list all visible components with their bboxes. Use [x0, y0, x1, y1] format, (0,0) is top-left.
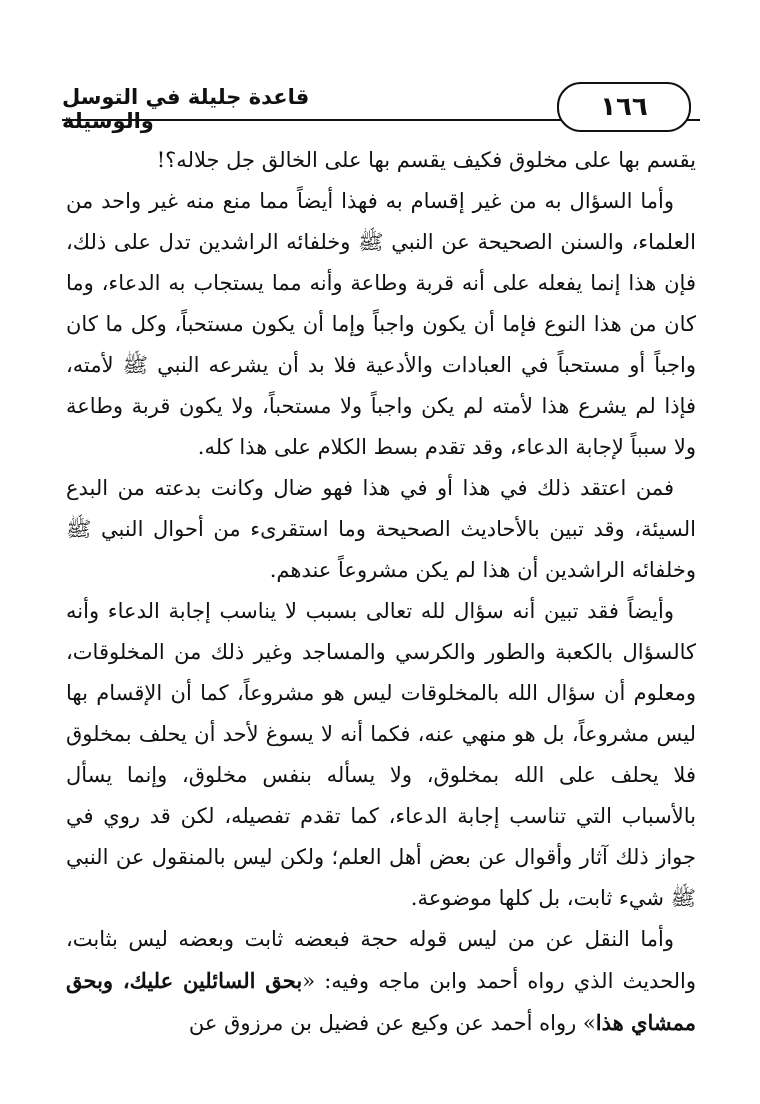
paragraph-text: وأيضاً فقد تبين أنه سؤال لله تعالى بسبب لا يناسب إجابة الدعاء وأنه كالسؤال بالكعبة والطور والكرسي والمساجد وغير ذلك من المخلوقات، ومعلوم أن سؤال الله بالمخلوقات ليس هو مشروعاً، كما أن الإقسام بها ليس مشروعاً، بل هو منهي عنه، فكما أنه لا يسوغ لأحد أن يحلف بمخلوق فلا يحلف على الله بمخلوق، ولا يسأله بنفس مخلوق، وإنما يسأل بالأسباب التي تناسب إجابة الدعاء، كما تقدم تفصيله، لكن قد روي في جواز ذلك آثار وأقوال عن بعض أهل العلم؛ ولكن ليس بالمنقول عن النبي ﷺ شيء ثابت، بل كلها موضوعة.	[66, 599, 696, 910]
paragraph	[66, 919, 696, 1044]
quoted-hadith-text: بحق السائلين عليك، وبحق ممشاي هذا	[66, 968, 696, 1035]
paragraph-text: وأما السؤال به من غير إقسام به فهذا أيضاً مما منع منه غير واحد من العلماء، والسنن الصحيحة عن النبي ﷺ وخلفائه الراشدين تدل على ذلك، فإن هذا إنما يفعله على أنه قربة وطاعة وأنه مما يستجاب به الدعاء، وما كان من هذا النوع فإما أن يكون واجباً وإما أن يكون مستحباً، وكل ما كان واجباً أو مستحباً في العبادات والأدعية فلا بد أن يشرعه النبي ﷺ لأمته، فإذا لم يشرع هذا لأمته لم يكن واجباً ولا مستحباً، ولا يكون قربة وطاعة ولا سبباً لإجابة الدعاء، وقد تقدم بسط الكلام على هذا كله.	[66, 189, 696, 459]
page-body	[66, 140, 696, 1044]
paragraph-text: وأما النقل عن من ليس قوله حجة فبعضه ثابت وبعضه ليس بثابت، والحديث الذي رواه أحمد وابن ماجه وفيه: «	[66, 927, 696, 993]
paragraph	[66, 468, 696, 591]
page-number-badge: ١٦٦	[557, 82, 691, 132]
paragraph-text: يقسم بها على مخلوق فكيف يقسم بها على الخالق جل جلاله؟!	[156, 148, 696, 172]
paragraph	[66, 181, 696, 468]
paragraph	[66, 140, 696, 181]
running-title: قاعدة جليلة في التوسل والوسيلة	[62, 85, 310, 133]
paragraph-text: » رواه أحمد عن وكيع عن فضيل بن مرزوق عن	[188, 1011, 596, 1035]
paragraph	[66, 591, 696, 919]
paragraph-text: فمن اعتقد ذلك في هذا أو في هذا فهو ضال وكانت بدعته من البدع السيئة، وقد تبين بالأحاديث الصحيحة وما استقرىء من أحوال النبي ﷺ وخلفائه الراشدين أن هذا لم يكن مشروعاً عندهم.	[66, 476, 696, 582]
page-header	[62, 70, 700, 133]
